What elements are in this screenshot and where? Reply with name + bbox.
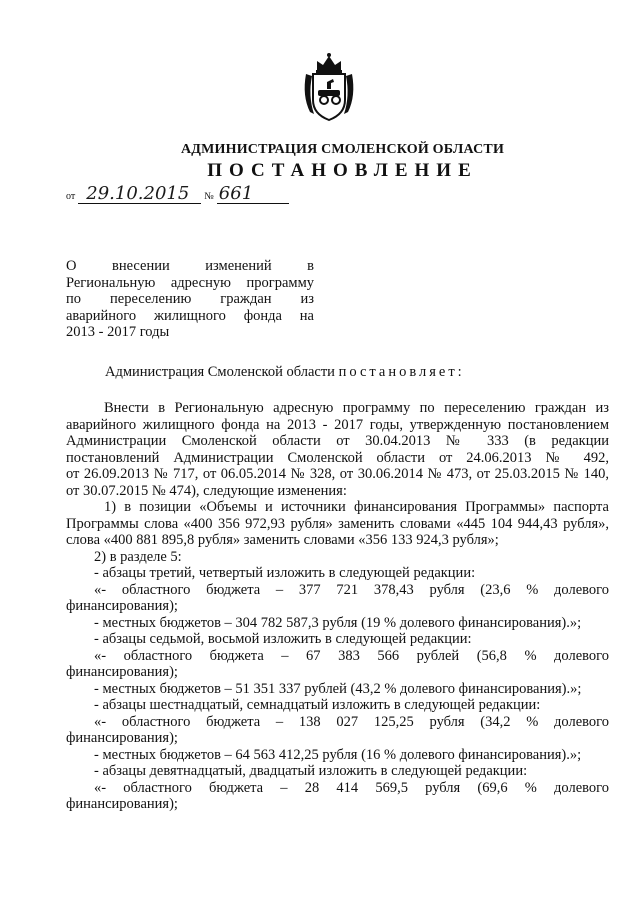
agency-name: АДМИНИСТРАЦИЯ СМОЛЕНСКОЙ ОБЛАСТИ	[180, 142, 505, 157]
body-line: - абзацы девятнадцатый, двадцатый изложить в следующей редакции:	[94, 763, 528, 779]
body-line: от 26.09.2013 № 717, от 06.05.2014 № 328, от 30.06.2014 № 473, от 25.03.2015 № 140,	[66, 466, 609, 482]
body-line: «- областного бюджета – 138 027 125,25 рубля (34,2 % долевого	[94, 713, 609, 730]
body-line: - местных бюджетов – 51 351 337 рублей (43,2 % долевого финансирования).»;	[94, 680, 582, 697]
handwritten-number: 661	[217, 185, 289, 204]
body-line: «- областного бюджета – 67 383 566 рублей (56,8 % долевого	[94, 647, 609, 664]
body-line: финансирования);	[66, 664, 178, 680]
declaration-lead: Администрация Смоленской области	[105, 364, 335, 380]
body-line: Программы слова «400 356 972,93 рубля» заменить словами «445 104 944,43 рубля»,	[66, 515, 609, 532]
body-line: финансирования);	[66, 598, 178, 614]
subject-line: по переселению граждан из	[66, 291, 314, 307]
subject-line: О внесении изменений в	[66, 258, 314, 274]
body-line: - абзацы шестнадцатый, семнадцатый изложить в следующей редакции:	[94, 697, 541, 713]
body-line: «- областного бюджета – 28 414 569,5 рубля (69,6 % долевого	[94, 779, 609, 796]
body-line: 1) в позиции «Объемы и источники финансирования Программы» паспорта	[104, 499, 609, 515]
document-title: ПОСТАНОВЛЕНИЕ	[207, 160, 478, 181]
body-line: 2) в разделе 5:	[94, 548, 182, 565]
number-prefix: №	[204, 191, 214, 202]
subject-block	[66, 258, 314, 341]
body-line: Внести в Региональную адресную программу по переселению граждан из	[104, 400, 609, 416]
date-prefix: от	[66, 191, 76, 202]
declaration	[105, 364, 465, 381]
decree-body	[66, 400, 609, 813]
body-line: - местных бюджетов – 64 563 412,25 рубля (16 % долевого финансирования).»;	[94, 746, 582, 763]
body-line: финансирования);	[66, 730, 178, 746]
body-line: аварийного жилищного фонда на 2013 - 2017 годы, утвержденную постановлением	[66, 416, 609, 433]
body-line: от 30.07.2015 № 474), следующие изменения:	[66, 482, 347, 499]
body-line: - местных бюджетов – 304 782 587,3 рубля (19 % долевого финансирования).»;	[94, 614, 582, 631]
declaration-verb: постановляет:	[338, 364, 465, 380]
body-line: - абзацы третий, четвертый изложить в следующей редакции:	[94, 565, 476, 581]
body-line: «- областного бюджета – 377 721 378,43 рубля (23,6 % долевого	[94, 581, 609, 598]
smolensk-coat-of-arms-icon	[300, 52, 358, 122]
body-line: слова «400 881 895,8 рубля» заменить словами «356 133 924,3 рубля»;	[66, 532, 499, 548]
body-line: постановлений Администрации Смоленской области от 24.06.2013 № 492,	[66, 449, 609, 466]
subject-line: аварийного жилищного фонда на	[66, 307, 314, 324]
date-number-line	[66, 185, 289, 204]
handwritten-date: 29.10.2015	[78, 185, 201, 204]
body-line: - абзацы седьмой, восьмой изложить в следующей редакции:	[94, 631, 472, 647]
subject-line: 2013 - 2017 годы	[66, 324, 170, 340]
body-line: финансирования);	[66, 796, 178, 812]
subject-line: Региональную адресную программу	[66, 274, 314, 291]
body-line: Администрации Смоленской области от 30.04.2013 № 333 (в редакции	[66, 433, 609, 449]
